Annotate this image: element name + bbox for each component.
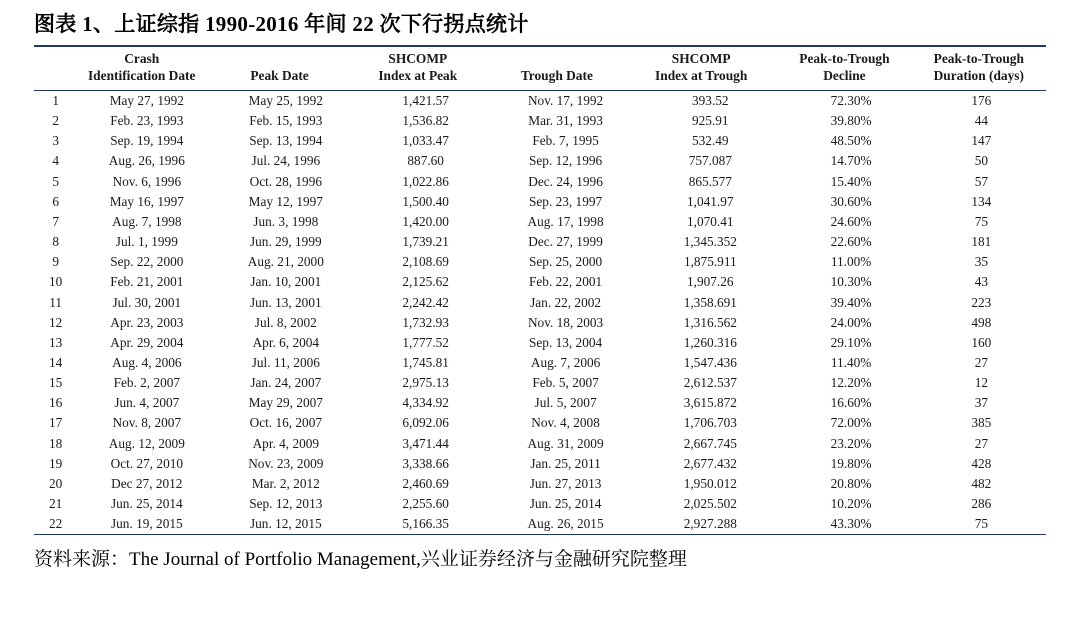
table-row <box>34 353 1046 373</box>
cell-trough-date: Aug. 7, 2006 <box>530 354 601 370</box>
cell-row-index: 8 <box>52 234 59 250</box>
column-header-crash-line1: Crash <box>124 51 160 66</box>
cell-decline: 12.20% <box>830 375 872 391</box>
cell-crash-identification-date: Jun. 19, 2015 <box>110 516 183 532</box>
cell-decline: 72.00% <box>830 415 872 431</box>
cell-peak-date: Apr. 4, 2009 <box>252 435 320 451</box>
cell-row-index: 14 <box>49 354 63 370</box>
cell-decline: 22.60% <box>830 234 872 250</box>
cell-duration: 50 <box>974 153 988 169</box>
column-header-peak-date-line2: Peak Date <box>250 67 309 83</box>
cell-row-index: 13 <box>49 334 63 350</box>
cell-row-index: 6 <box>52 193 59 209</box>
column-header-decline-line2: Decline <box>823 67 866 83</box>
cell-duration: 75 <box>974 516 988 532</box>
column-header-index-at-peak-line2: Index at Peak <box>378 67 458 83</box>
cell-peak-date: Jun. 13, 2001 <box>249 294 322 310</box>
cell-trough-date: Mar. 31, 1993 <box>528 113 603 129</box>
cell-index-at-peak: 2,460.69 <box>402 475 449 491</box>
cell-index-at-trough: 1,358.691 <box>683 294 737 310</box>
cell-crash-identification-date: Feb. 2, 2007 <box>113 375 181 391</box>
cell-crash-identification-date: Jun. 25, 2014 <box>110 496 183 512</box>
figure-title-bar <box>34 0 1046 45</box>
crash-statistics-table <box>34 47 1046 90</box>
cell-decline: 20.80% <box>830 475 872 491</box>
cell-index-at-trough: 1,875.911 <box>683 254 737 270</box>
source-note <box>34 535 1046 571</box>
cell-duration: 37 <box>974 395 988 411</box>
column-header-decline <box>777 47 911 90</box>
cell-decline: 29.10% <box>830 334 872 350</box>
cell-trough-date: Jan. 22, 2002 <box>530 294 602 310</box>
cell-index-at-peak: 6,092.06 <box>402 415 449 431</box>
column-header-duration-line1: Peak-to-Trough <box>933 51 1024 66</box>
cell-duration: 147 <box>971 133 992 149</box>
cell-index-at-trough: 1,345.352 <box>683 234 737 250</box>
cell-decline: 14.70% <box>830 153 872 169</box>
cell-index-at-trough: 393.52 <box>692 92 729 108</box>
cell-decline: 43.30% <box>830 516 872 532</box>
cell-duration: 498 <box>971 314 992 330</box>
cell-duration: 385 <box>971 415 992 431</box>
cell-peak-date: Jun. 3, 1998 <box>253 213 319 229</box>
cell-duration: 57 <box>974 173 988 189</box>
cell-trough-date: Sep. 13, 2004 <box>529 334 603 350</box>
cell-peak-date: Feb. 15, 1993 <box>249 113 323 129</box>
cell-decline: 72.30% <box>830 92 872 108</box>
cell-row-index: 9 <box>52 254 59 270</box>
cell-duration: 35 <box>974 254 988 270</box>
cell-trough-date: Feb. 7, 1995 <box>532 133 599 149</box>
cell-index-at-trough: 1,070.41 <box>687 213 734 229</box>
cell-row-index: 20 <box>49 475 63 491</box>
cell-crash-identification-date: Nov. 6, 1996 <box>112 173 182 189</box>
cell-row-index: 5 <box>52 173 59 189</box>
cell-crash-identification-date: Jun. 4, 2007 <box>114 395 180 411</box>
cell-duration: 160 <box>971 334 992 350</box>
column-header-duration <box>912 47 1046 90</box>
cell-peak-date: Jan. 10, 2001 <box>250 274 322 290</box>
cell-index-at-peak: 1,732.93 <box>402 314 449 330</box>
cell-decline: 11.00% <box>830 254 872 270</box>
cell-row-index: 22 <box>49 516 63 532</box>
cell-crash-identification-date: Dec 27, 2012 <box>111 475 183 491</box>
cell-decline: 24.60% <box>830 213 872 229</box>
cell-crash-identification-date: Feb. 23, 1993 <box>110 113 184 129</box>
cell-trough-date: Sep. 12, 1996 <box>529 153 603 169</box>
cell-index-at-trough: 3,615.872 <box>683 395 737 411</box>
cell-index-at-peak: 1,022.86 <box>402 173 449 189</box>
cell-trough-date: Nov. 18, 2003 <box>527 314 604 330</box>
cell-decline: 39.80% <box>830 113 872 129</box>
table-row <box>34 151 1046 171</box>
cell-decline: 39.40% <box>830 294 872 310</box>
cell-crash-identification-date: Apr. 23, 2003 <box>110 314 184 330</box>
cell-peak-date: Jan. 24, 2007 <box>250 375 322 391</box>
cell-crash-identification-date: Feb. 21, 2001 <box>110 274 184 290</box>
column-header-duration-line2: Duration (days) <box>933 67 1024 83</box>
cell-index-at-peak: 887.60 <box>407 153 444 169</box>
cell-duration: 12 <box>974 375 988 391</box>
cell-crash-identification-date: Aug. 7, 1998 <box>112 213 182 229</box>
cell-peak-date: Aug. 21, 2000 <box>247 254 324 270</box>
table-header <box>34 47 1046 90</box>
cell-trough-date: Nov. 17, 1992 <box>527 92 604 108</box>
cell-crash-identification-date: Aug. 26, 1996 <box>108 153 185 169</box>
cell-index-at-peak: 2,975.13 <box>402 375 449 391</box>
cell-decline: 16.60% <box>830 395 872 411</box>
cell-index-at-trough: 2,667.745 <box>683 435 737 451</box>
column-header-crash-date <box>71 47 212 90</box>
cell-duration: 181 <box>971 234 992 250</box>
cell-trough-date: Dec. 24, 1996 <box>528 173 603 189</box>
column-header-trough-date-line1 <box>491 51 623 68</box>
cell-decline: 23.20% <box>830 435 872 451</box>
cell-index-at-peak: 2,108.69 <box>402 254 449 270</box>
cell-index-at-peak: 1,420.00 <box>402 213 449 229</box>
table-row <box>34 272 1046 292</box>
cell-peak-date: Jul. 24, 1996 <box>251 153 321 169</box>
cell-decline: 24.00% <box>830 314 872 330</box>
table-row <box>34 91 1046 111</box>
cell-peak-date: May 12, 1997 <box>248 193 323 209</box>
cell-crash-identification-date: Apr. 29, 2004 <box>110 334 184 350</box>
cell-peak-date: Apr. 6, 2004 <box>252 334 320 350</box>
cell-duration: 44 <box>974 113 988 129</box>
table-body <box>34 91 1046 534</box>
cell-index-at-peak: 1,739.21 <box>402 234 449 250</box>
cell-trough-date: Feb. 22, 2001 <box>529 274 603 290</box>
cell-trough-date: Nov. 4, 2008 <box>531 415 600 431</box>
cell-duration: 428 <box>971 455 992 471</box>
cell-index-at-trough: 865.577 <box>688 173 732 189</box>
column-header-index-at-peak <box>347 47 489 90</box>
cell-index-at-peak: 1,745.81 <box>402 354 449 370</box>
cell-crash-identification-date: May 16, 1997 <box>109 193 184 209</box>
cell-index-at-peak: 2,125.62 <box>402 274 449 290</box>
cell-duration: 27 <box>974 354 988 370</box>
cell-row-index: 3 <box>52 133 59 149</box>
cell-crash-identification-date: Oct. 27, 2010 <box>110 455 184 471</box>
cell-index-at-trough: 1,260.316 <box>683 334 737 350</box>
column-header-index-at-peak-line1: SHCOMP <box>388 51 448 66</box>
cell-row-index: 19 <box>49 455 63 471</box>
cell-index-at-trough: 532.49 <box>692 133 729 149</box>
cell-duration: 134 <box>971 193 992 209</box>
table-row <box>34 514 1046 534</box>
cell-crash-identification-date: Aug. 12, 2009 <box>108 435 185 451</box>
cell-peak-date: May 25, 1992 <box>248 92 323 108</box>
cell-row-index: 15 <box>49 375 63 391</box>
cell-peak-date: Sep. 13, 1994 <box>249 133 323 149</box>
cell-index-at-trough: 2,927.288 <box>683 516 737 532</box>
cell-peak-date: Nov. 23, 2009 <box>248 455 324 471</box>
cell-index-at-trough: 1,547.436 <box>683 354 737 370</box>
cell-decline: 48.50% <box>830 133 872 149</box>
cell-index-at-peak: 1,033.47 <box>402 133 449 149</box>
cell-peak-date: Oct. 28, 1996 <box>249 173 322 189</box>
column-header-index-at-trough-line1: SHCOMP <box>671 51 731 66</box>
cell-decline: 15.40% <box>830 173 872 189</box>
cell-duration: 482 <box>971 475 992 491</box>
table-row <box>34 473 1046 493</box>
column-header-decline-line1: Peak-to-Trough <box>799 51 890 66</box>
cell-index-at-trough: 2,025.502 <box>683 496 737 512</box>
cell-trough-date: Aug. 17, 1998 <box>527 213 604 229</box>
cell-peak-date: Jun. 12, 2015 <box>249 516 322 532</box>
cell-crash-identification-date: May 27, 1992 <box>109 92 184 108</box>
table-row <box>34 332 1046 352</box>
cell-crash-identification-date: Nov. 8, 2007 <box>112 415 182 431</box>
cell-row-index: 11 <box>49 294 63 310</box>
cell-trough-date: Sep. 23, 1997 <box>529 193 603 209</box>
table-row <box>34 393 1046 413</box>
cell-index-at-peak: 3,338.66 <box>402 455 449 471</box>
table-row <box>34 413 1046 433</box>
column-header-peak-date-line1 <box>214 51 345 68</box>
cell-index-at-trough: 2,677.432 <box>683 455 737 471</box>
cell-trough-date: Feb. 5, 2007 <box>532 375 599 391</box>
cell-index-at-peak: 2,255.60 <box>402 496 449 512</box>
cell-peak-date: Jul. 8, 2002 <box>254 314 317 330</box>
cell-trough-date: Jun. 27, 2013 <box>529 475 602 491</box>
table-row <box>34 232 1046 252</box>
table-row <box>34 171 1046 191</box>
cell-index-at-peak: 5,166.35 <box>402 516 449 532</box>
column-header-index-at-trough <box>625 47 777 90</box>
cell-index-at-peak: 1,500.40 <box>402 193 449 209</box>
cell-index-at-trough: 1,041.97 <box>687 193 734 209</box>
cell-duration: 75 <box>974 213 988 229</box>
table-row <box>34 292 1046 312</box>
cell-index-at-trough: 757.087 <box>688 153 732 169</box>
cell-trough-date: Aug. 31, 2009 <box>527 435 604 451</box>
cell-crash-identification-date: Aug. 4, 2006 <box>112 354 182 370</box>
crash-statistics-body <box>34 91 1046 534</box>
source-label: 资料来源： <box>34 548 130 570</box>
cell-index-at-trough: 2,612.537 <box>683 375 737 391</box>
cell-index-at-peak: 1,777.52 <box>402 334 449 350</box>
cell-duration: 27 <box>974 435 988 451</box>
source-chinese-tail: ,兴业证券经济与金融研究院整理 <box>416 548 687 570</box>
cell-trough-date: Jul. 5, 2007 <box>534 395 597 411</box>
cell-row-index: 2 <box>52 113 59 129</box>
cell-peak-date: Sep. 12, 2013 <box>249 496 323 512</box>
cell-row-index: 1 <box>52 92 59 108</box>
page-title: 图表 1、上证综指 1990-2016 年间 22 次下行拐点统计 <box>34 12 529 36</box>
cell-trough-date: Dec. 27, 1999 <box>528 234 603 250</box>
cell-row-index: 10 <box>49 274 63 290</box>
cell-peak-date: Oct. 16, 2007 <box>249 415 322 431</box>
cell-duration: 43 <box>974 274 988 290</box>
cell-row-index: 21 <box>49 496 63 512</box>
cell-index-at-peak: 3,471.44 <box>402 435 449 451</box>
cell-decline: 10.20% <box>830 496 872 512</box>
cell-peak-date: May 29, 2007 <box>248 395 323 411</box>
cell-row-index: 7 <box>52 213 59 229</box>
column-header-trough-date <box>489 47 625 90</box>
cell-decline: 10.30% <box>830 274 872 290</box>
cell-peak-date: Mar. 2, 2012 <box>251 475 320 491</box>
cell-row-index: 17 <box>49 415 63 431</box>
cell-crash-identification-date: Sep. 22, 2000 <box>110 254 184 270</box>
cell-row-index: 18 <box>49 435 63 451</box>
cell-decline: 11.40% <box>830 354 872 370</box>
cell-index-at-peak: 2,242.42 <box>402 294 449 310</box>
column-header-crash-line2: Identification Date <box>87 67 196 83</box>
table-row <box>34 111 1046 131</box>
cell-trough-date: Aug. 26, 2015 <box>527 516 604 532</box>
source-english: The Journal of Portfolio Management <box>129 548 417 570</box>
cell-index-at-trough: 1,907.26 <box>687 274 734 290</box>
table-row <box>34 211 1046 231</box>
cell-duration: 223 <box>971 294 992 310</box>
cell-decline: 30.60% <box>830 193 872 209</box>
table-row <box>34 131 1046 151</box>
column-header-index-at-trough-line2: Index at Trough <box>655 67 748 83</box>
table-row <box>34 433 1046 453</box>
cell-trough-date: Jun. 25, 2014 <box>529 496 602 512</box>
cell-index-at-trough: 1,316.562 <box>683 314 737 330</box>
cell-row-index: 12 <box>49 314 63 330</box>
cell-index-at-trough: 925.91 <box>692 113 729 129</box>
cell-peak-date: Jul. 11, 2006 <box>251 354 320 370</box>
table-row <box>34 312 1046 332</box>
column-header-index <box>34 47 71 90</box>
table-row <box>34 453 1046 473</box>
cell-trough-date: Jan. 25, 2011 <box>530 455 601 471</box>
cell-index-at-peak: 1,421.57 <box>402 92 449 108</box>
cell-index-at-trough: 1,950.012 <box>683 475 737 491</box>
cell-decline: 19.80% <box>830 455 872 471</box>
table-row <box>34 373 1046 393</box>
table-row <box>34 252 1046 272</box>
cell-duration: 286 <box>971 496 992 512</box>
cell-index-at-trough: 1,706.703 <box>683 415 737 431</box>
column-header-peak-date <box>212 47 347 90</box>
cell-duration: 176 <box>971 92 992 108</box>
cell-peak-date: Jun. 29, 1999 <box>249 234 322 250</box>
table-row <box>34 191 1046 211</box>
cell-trough-date: Sep. 25, 2000 <box>529 254 603 270</box>
column-header-trough-date-line2: Trough Date <box>520 67 593 83</box>
cell-index-at-peak: 4,334.92 <box>402 395 449 411</box>
cell-index-at-peak: 1,536.82 <box>402 113 449 129</box>
cell-row-index: 16 <box>49 395 63 411</box>
cell-row-index: 4 <box>52 153 59 169</box>
cell-crash-identification-date: Sep. 19, 1994 <box>110 133 184 149</box>
cell-crash-identification-date: Jul. 30, 2001 <box>112 294 182 310</box>
cell-crash-identification-date: Jul. 1, 1999 <box>115 234 178 250</box>
table-row <box>34 494 1046 514</box>
